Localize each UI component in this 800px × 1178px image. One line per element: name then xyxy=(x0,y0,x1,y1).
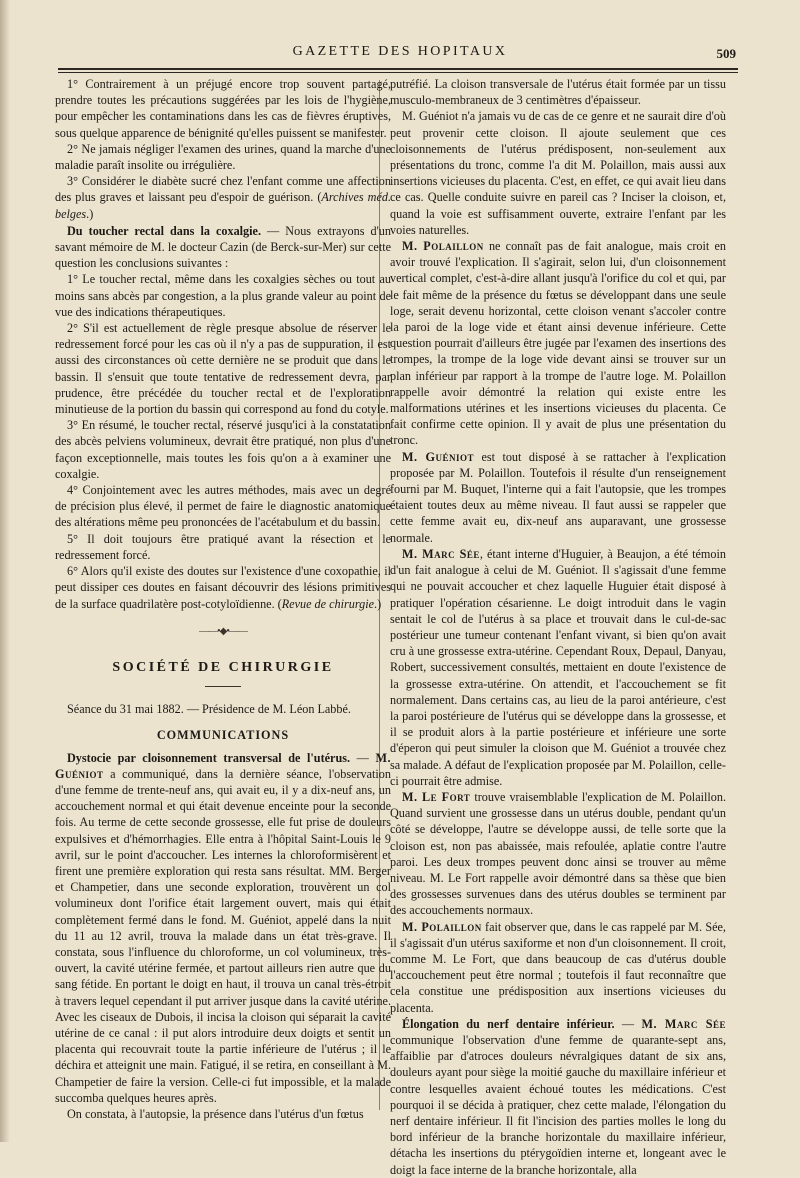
coxalgie-point-5: 5° Il doit toujours être pratiqué avant la résection et le redressement forcé. xyxy=(55,531,391,562)
autopsy-continued: putréfié. La cloison transversale de l'utérus était formée par un tissu musculo-membraneux de 3 centimètres d'épaisseur. xyxy=(390,77,726,108)
polaillon-text: ne connaît pas de fait analogue, mais croit en avoir trouvé l'explication. Il s'agirait, selon lui, d'un cloisonnement vertical complet, c'est-à-dire allant jusqu'à l'orifice du col et qui, par le fait même de la présence du fœtus se développant dans une seule loge, serait devenu horizontal, cette cloison venant s'accoler contre la paroi de la loge vide et étant ainsi devenue inférieure. Cette question pourrait d'ailleurs être jugée par l'examen des insertions des trompes, la trompe de la loge vide devant ainsi se trouver sur un plan inférieur par rapport à la trompe de l'autre loge. M. Polaillon rappelle avoir démontré la relation qui existe entre les malformations utérines et les insertions vicieuses du placenta. Ce fait confirme cette opinion. Il y avait de plus une présentation du tronc. xyxy=(390,239,726,448)
header-rule-thick xyxy=(58,68,738,70)
polaillon-remarks xyxy=(390,238,726,449)
autopsy-paragraph: On constata, à l'autopsie, la présence dans l'utérus d'un fœtus xyxy=(67,1106,364,1121)
dystocie-separator: — xyxy=(350,750,376,765)
dystocie-article xyxy=(55,750,391,1106)
speaker-polaillon: M. Polaillon xyxy=(402,239,484,254)
speaker-marc-see: M. Marc Sée xyxy=(402,546,480,561)
dystocie-heading: Dystocie par cloisonnement transversal de l'utérus. xyxy=(67,750,351,765)
journal-title: GAZETTE DES HOPITAUX xyxy=(292,44,508,59)
coxalgie-point-6 xyxy=(55,563,391,612)
coxalgie-point-3: 3° En résumé, le toucher rectal, réservé jusqu'ici à la constatation des abcès pelviens volumineux, devrait être pratiqué, non plus d'une façon exceptionnelle, mais toutes les fois qu'on a à examiner une coxalgie. xyxy=(55,418,391,481)
polaillon-observation-text: fait observer que, dans le cas rappelé par M. Sée, il s'agissait d'un utérus saxiforme et non d'un cloisonnement. Il croit, comme M. Le Fort, que dans beaucoup de cas d'utérus double l'accouchement peut être normal ; toutefois il faut reconnaître que cela constitue une prédisposition aux insertions vicieuses du placenta. xyxy=(390,919,726,1015)
page-number: 509 xyxy=(716,46,736,61)
coxalgie-point-4: 4° Conjointement avec les autres méthodes, mais avec un degré de précision plus élevé, il permet de faire le diagnostic anatomique des altérations même peu prononcées de l'acétabulum et du bassin. xyxy=(55,483,391,530)
right-column xyxy=(390,76,726,1178)
le-fort-text: trouve vraisemblable l'explication de M. Polaillon. Quand survient une grossesse dans un utérus double, pendant qu'un côté se développe, l'autre se développe aussi, de telle sorte que la cloison est, non pas abaissée, mais refoulée, aplatie contre l'autre paroi. Les deux trompes peuvent donc ainsi se trouver au même niveau. M. Le Fort rappelle avoir démontré dans sa thèse que bien des grossesses survenues dans des utérus doubles se terminent par des accouchements normaux. xyxy=(390,789,726,918)
gueniot-remarks: M. Guéniot n'a jamais vu de cas de ce genre et ne saurait dire d'où peut provenir cette cloison. Il ajoute seulement que ces cloisonnements de l'utérus prédisposent, non-seulement aux présentations du tronc, comme l'a dit M. Polaillon, mais aussi aux insertions vicieuses du placenta. C'est, en effet, ce qui avait lieu dans ce cas. Quelle conduite suivre en pareil cas ? Inciser la cloison, et, quand la voie est suffisamment ouverte, extraire l'enfant par les voies naturelles. xyxy=(390,109,726,237)
le-fort-remarks xyxy=(390,789,726,919)
gueniot-reply xyxy=(390,449,726,546)
coxalgie-intro: — Nous extrayons d'un savant mémoire de M. le docteur Cazin (de Berck-sur-Mer) sur cette question les conclusions suivantes : xyxy=(55,223,391,271)
communications-heading: COMMUNICATIONS xyxy=(156,728,290,743)
page-header xyxy=(0,44,800,64)
gueniot-reply-text: est tout disposé à se rattacher à l'explication proposée par M. Polaillon. Toutefois il résulte d'un renseignement fourni par M. Buquet, l'interne qui a fait l'autopsie, que les trompes étaient toutes deux au même niveau. Il faut aussi se rappeler que cette femme avait eu, dix-neuf ans auparavant, une grossesse normale. xyxy=(390,449,726,545)
speaker-gueniot: M. Guéniot xyxy=(55,750,391,781)
conclusion-3-end: .) xyxy=(86,206,94,221)
left-column xyxy=(55,76,391,1122)
coxalgie-heading: Du toucher rectal dans la coxalgie. xyxy=(67,223,261,238)
elongation-article xyxy=(390,1016,726,1178)
conclusion-3 xyxy=(55,173,391,222)
speaker-le-fort: M. Le Fort xyxy=(402,789,471,804)
coxalgie-point-6-end: .) xyxy=(374,596,382,611)
speaker-marc-see-2: M. Marc Sée xyxy=(641,1016,726,1031)
coxalgie-article xyxy=(55,223,391,272)
coxalgie-point-1: 1° Le toucher rectal, même dans les coxalgies sèches ou tout au moins sans abcès par congestion, a la plus grande valeur au point de vue des indications thérapeutiques. xyxy=(55,272,391,319)
header-rule-thin xyxy=(58,72,738,73)
section-short-rule xyxy=(205,686,241,687)
speaker-gueniot-2: M. Guéniot xyxy=(402,449,474,464)
page-edge-shadow xyxy=(0,0,10,1142)
marc-see-text: , étant interne d'Huguier, à Beaujon, a été témoin d'un fait analogue à celui de M. Guéniot. Il s'agissait d'une femme qui ne pouvait accoucher et chez laquelle Huguier était disposé à pratiquer l'opération césarienne. Le doigt introduit dans le vagin sentait le col de l'utérus à sa place et trouvait dans le cul-de-sac postérieur une tumeur contenant l'enfant vivant, si bien qu'on avait cru à une grossesse extra-utérine. Cependant Roux, Depaul, Danyau, Robert, successivement consultés, mettaient en doute l'existence de la grossesse extra-utérine. On attendit, et l'accouchement se fit normalement. Dans certains cas, au lieu de la paroi antérieure, c'est la paroi postérieure de l'utérus qui se développe dans la grossesse, et il se produit alors à la partie postérieure et inférieure une sorte d'éperon qui peut simuler la cloison que M. Guéniot a trouvée chez sa malade. A défaut de l'explication proposée par M. Polaillon, celle-ci pourrait être admise. xyxy=(390,546,726,788)
coxalgie-point-6-text: 6° Alors qu'il existe des doutes sur l'existence d'une coxopathie, il peut dissiper ces doutes en faisant découvrir des lésions primitives de la surface quadrilatère post-cotyloïdienne. ( xyxy=(55,564,391,611)
citation-revue: Revue de chirurgie xyxy=(281,596,375,611)
elongation-heading: Élongation du nerf dentaire inférieur. xyxy=(402,1016,615,1031)
conclusion-3-text: 3° Considérer le diabète sucré chez l'enfant comme une affection des plus graves et laissant peu d'espoir de guérison. ( xyxy=(55,174,391,205)
elongation-separator: — xyxy=(614,1016,642,1031)
polaillon-observation xyxy=(390,919,726,1016)
section-title: SOCIÉTÉ DE CHIRURGIE xyxy=(112,659,334,675)
coxalgie-point-2: 2° S'il est actuellement de règle presque absolue de réserver le redressement forcé pour les cas où il n'y a pas de suppuration, il est aussi des circonstances où cette dernière ne se produit que dans le bassin. Il s'ensuit que toute tentative de redressement devra, par prudence, être précédée du toucher rectal et de l'exploration minutieuse de la portion du bassin qui correspond au fond du cotyle. xyxy=(55,321,391,417)
marc-see-remarks xyxy=(390,546,726,789)
section-ornament: ——•◆•—— xyxy=(199,625,247,637)
citation-archives: Archives méd. belges xyxy=(55,190,391,221)
conclusion-2: 2° Ne jamais négliger l'examen des urines, quand la marche d'une maladie paraît insolite ou irrégulière. xyxy=(55,141,391,173)
conclusion-1: 1° Contrairement à un préjugé encore trop souvent partagé, prendre toutes les précautions suggérées par les lois de l'hygiène, pour empêcher les contaminations dans les cas de fièvres éruptives, sous quelque apparence de bénignité qu'elles puissent se manifester. xyxy=(55,77,391,140)
elongation-text: communique l'observation d'une femme de quarante-sept ans, affaiblie par d'atroces douleurs névralgiques datant de six ans, douleurs ayant pour siège la moitié gauche du maxillaire inférieur et contre lesquelles avaient échoué toutes les médications. C'est pourquoi il se décida à pratiquer, chez cette malade, l'élongation du nerf dentaire inférieur. Il fit l'incision des parties molles le long du bord inférieur de la branche horizontale du maxillaire inférieur, détacha les insertions du ptérygoïdien interne et, longeant avec le doigt la face interne de la branche horizontale, alla xyxy=(390,1032,726,1177)
dystocie-text: a communiqué, dans la dernière séance, l'observation d'une femme de trente-neuf ans, qui avait eu, il y a dix-neuf ans, un accouchement normal et qui était devenue enceinte pour la seconde fois. Au terme de cette seconde grossesse, elle fut prise de douleurs expulsives et d'hémorrhagies. Elle entra à l'hôpital Saint-Louis le 9 avril, sur le point d'accoucher. Les internes la chloroformisèrent et firent une première exploration qui resta sans résultat. MM. Berger et Champetier, dans une seconde exploration, trouvèrent un col volumineux dont l'orifice était largement ouvert, mais qui était complètement fermé dans le fond. M. Guéniot, appelé dans la nuit du 11 au 12 avril, trouva la malade dans un état très-grave. Il constata, sous l'influence du chloroforme, un col volumineux, très-ouvert, la cavité utérine fermée, et partout ailleurs rien autre que du sang fétide. En portant le doigt en haut, il trouva un canal très-étroit à travers lequel cependant il put arriver jusque dans la cavité utérine. Avec les ciseaux de Dubois, il incisa la cloison qui séparait la cavité utérine de ce canal : il put alors introduire deux doigts et sentit un placenta qui recouvrait toute la partie inférieure de l'utérus ; il le déchira et atteignit une main. Fatigué, il se retira, en conseillant à M. Champetier de faire la version. Celle-ci fut impossible, et la malade succomba quelques heures après. xyxy=(55,766,391,1105)
speaker-polaillon-2: M. Polaillon xyxy=(402,919,482,934)
session-line: Séance du 31 mai 1882. — Présidence de M. Léon Labbé. xyxy=(67,702,351,717)
